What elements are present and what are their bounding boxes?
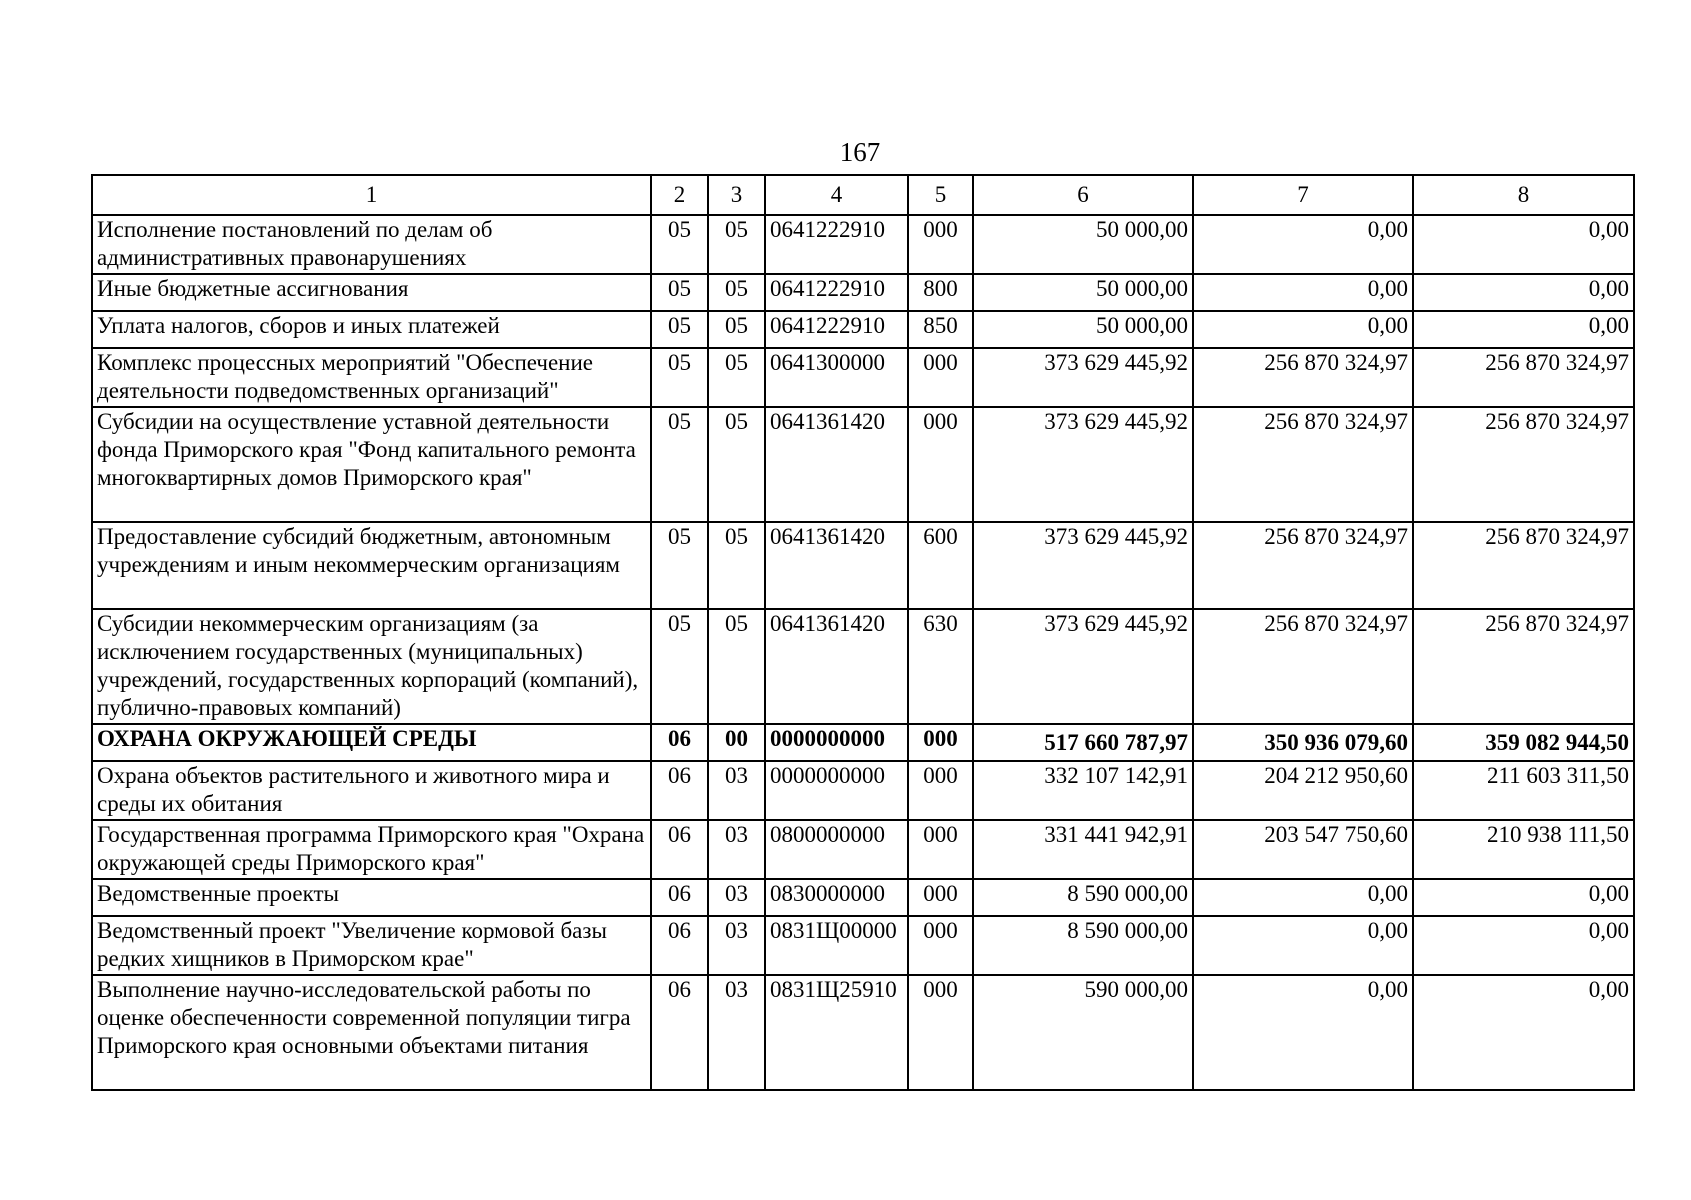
row-name: Субсидии на осуществление уставной деятельности фонда Приморского края "Фонд капитального ремонта многоквартирных домов Приморского края" (92, 407, 651, 522)
row-expense-type: 000 (908, 215, 973, 274)
row-subsection-code: 05 (708, 609, 765, 724)
row-amount-2: 256 870 324,97 (1193, 522, 1413, 609)
page-number: 167 (839, 137, 881, 167)
row-section-code: 05 (651, 274, 708, 311)
row-name: Комплекс процессных мероприятий "Обеспечение деятельности подведомственных организаций" (92, 348, 651, 407)
row-name: Выполнение научно-исследовательской работы по оценке обеспеченности современной популяции тигра Приморского края основными объектами питания (92, 975, 651, 1090)
row-name: Субсидии некоммерческим организациям (за исключением государственных (муниципальных) учреждений, государственных корпораций (компаний), публично-правовых компаний) (92, 609, 651, 724)
row-amount-3: 0,00 (1413, 879, 1634, 916)
row-expense-type: 000 (908, 975, 973, 1090)
row-amount-1: 331 441 942,91 (973, 820, 1193, 879)
header-cell: 1 (92, 175, 651, 215)
row-expense-type: 800 (908, 274, 973, 311)
row-amount-2: 203 547 750,60 (1193, 820, 1413, 879)
row-target-article: 0641222910 (765, 311, 908, 348)
row-amount-3: 0,00 (1413, 916, 1634, 975)
header-cell: 5 (908, 175, 973, 215)
row-target-article: 0831Щ00000 (765, 916, 908, 975)
row-section-code: 05 (651, 522, 708, 609)
row-subsection-code: 05 (708, 522, 765, 609)
row-amount-3: 256 870 324,97 (1413, 522, 1634, 609)
row-section-code: 06 (651, 879, 708, 916)
row-expense-type: 000 (908, 761, 973, 820)
row-section-code: 05 (651, 215, 708, 274)
row-target-article: 0641300000 (765, 348, 908, 407)
row-section-code: 05 (651, 348, 708, 407)
row-expense-type: 000 (908, 348, 973, 407)
header-cell: 6 (973, 175, 1193, 215)
row-subsection-code: 05 (708, 348, 765, 407)
row-target-article: 0800000000 (765, 820, 908, 879)
row-target-article: 0641222910 (765, 215, 908, 274)
row-amount-3: 210 938 111,50 (1413, 820, 1634, 879)
row-section-code: 06 (651, 975, 708, 1090)
table-row (92, 274, 1634, 311)
row-expense-type: 850 (908, 311, 973, 348)
row-name: Государственная программа Приморского края "Охрана окружающей среды Приморского края" (92, 820, 651, 879)
row-amount-2: 0,00 (1193, 274, 1413, 311)
row-name: Ведомственные проекты (92, 879, 651, 916)
row-section-code: 06 (651, 820, 708, 879)
row-amount-3: 359 082 944,50 (1413, 724, 1634, 761)
row-expense-type: 000 (908, 407, 973, 522)
row-expense-type: 000 (908, 820, 973, 879)
row-amount-3: 0,00 (1413, 215, 1634, 274)
header-cell: 3 (708, 175, 765, 215)
row-expense-type: 630 (908, 609, 973, 724)
row-expense-type: 000 (908, 879, 973, 916)
row-target-article: 0830000000 (765, 879, 908, 916)
row-target-article: 0831Щ25910 (765, 975, 908, 1090)
row-amount-3: 0,00 (1413, 975, 1634, 1090)
row-amount-2: 256 870 324,97 (1193, 609, 1413, 724)
row-target-article: 0641361420 (765, 609, 908, 724)
row-amount-1: 50 000,00 (973, 311, 1193, 348)
row-subsection-code: 05 (708, 311, 765, 348)
row-subsection-code: 03 (708, 975, 765, 1090)
header-cell: 7 (1193, 175, 1413, 215)
row-amount-1: 50 000,00 (973, 215, 1193, 274)
table-row (92, 761, 1634, 820)
budget-table (91, 174, 1635, 1091)
row-amount-2: 350 936 079,60 (1193, 724, 1413, 761)
row-amount-2: 0,00 (1193, 311, 1413, 348)
header-cell: 4 (765, 175, 908, 215)
row-section-code: 06 (651, 916, 708, 975)
row-name: Уплата налогов, сборов и иных платежей (92, 311, 651, 348)
row-amount-1: 8 590 000,00 (973, 916, 1193, 975)
row-amount-3: 0,00 (1413, 274, 1634, 311)
table-row (92, 879, 1634, 916)
row-section-code: 05 (651, 311, 708, 348)
row-expense-type: 000 (908, 724, 973, 761)
row-section-code: 05 (651, 609, 708, 724)
row-amount-1: 373 629 445,92 (973, 407, 1193, 522)
row-amount-3: 211 603 311,50 (1413, 761, 1634, 820)
row-section-code: 05 (651, 407, 708, 522)
row-amount-2: 0,00 (1193, 215, 1413, 274)
table-row (92, 348, 1634, 407)
table-row (92, 609, 1634, 724)
row-target-article: 0641361420 (765, 522, 908, 609)
row-amount-1: 590 000,00 (973, 975, 1193, 1090)
row-subsection-code: 00 (708, 724, 765, 761)
row-name: Ведомственный проект "Увеличение кормовой базы редких хищников в Приморском крае" (92, 916, 651, 975)
table-header-row (92, 175, 1634, 215)
row-amount-3: 256 870 324,97 (1413, 609, 1634, 724)
row-amount-1: 8 590 000,00 (973, 879, 1193, 916)
row-target-article: 0641222910 (765, 274, 908, 311)
table-row (92, 215, 1634, 274)
row-amount-2: 0,00 (1193, 916, 1413, 975)
table-row (92, 522, 1634, 609)
row-amount-2: 256 870 324,97 (1193, 348, 1413, 407)
header-cell: 8 (1413, 175, 1634, 215)
row-amount-2: 204 212 950,60 (1193, 761, 1413, 820)
row-amount-2: 0,00 (1193, 975, 1413, 1090)
row-subsection-code: 03 (708, 916, 765, 975)
header-cell: 2 (651, 175, 708, 215)
table-row (92, 311, 1634, 348)
row-subsection-code: 05 (708, 407, 765, 522)
row-amount-1: 373 629 445,92 (973, 348, 1193, 407)
row-expense-type: 600 (908, 522, 973, 609)
row-amount-1: 373 629 445,92 (973, 522, 1193, 609)
row-amount-2: 0,00 (1193, 879, 1413, 916)
row-target-article: 0641361420 (765, 407, 908, 522)
row-name: Иные бюджетные ассигнования (92, 274, 651, 311)
table-row (92, 975, 1634, 1090)
row-amount-1: 373 629 445,92 (973, 609, 1193, 724)
row-section-code: 06 (651, 761, 708, 820)
table-row (92, 407, 1634, 522)
row-subsection-code: 03 (708, 820, 765, 879)
row-name: Предоставление субсидий бюджетным, автономным учреждениям и иным некоммерческим организациям (92, 522, 651, 609)
row-subsection-code: 05 (708, 274, 765, 311)
table-row (92, 820, 1634, 879)
row-subsection-code: 05 (708, 215, 765, 274)
row-amount-3: 256 870 324,97 (1413, 407, 1634, 522)
row-subsection-code: 03 (708, 879, 765, 916)
row-subsection-code: 03 (708, 761, 765, 820)
row-amount-3: 256 870 324,97 (1413, 348, 1634, 407)
row-target-article: 0000000000 (765, 724, 908, 761)
row-expense-type: 000 (908, 916, 973, 975)
table-row-section-total (92, 724, 1634, 761)
row-name: ОХРАНА ОКРУЖАЮЩЕЙ СРЕДЫ (92, 724, 651, 761)
row-amount-1: 332 107 142,91 (973, 761, 1193, 820)
row-name: Исполнение постановлений по делам об административных правонарушениях (92, 215, 651, 274)
row-name: Охрана объектов растительного и животного мира и среды их обитания (92, 761, 651, 820)
row-amount-3: 0,00 (1413, 311, 1634, 348)
table-row (92, 916, 1634, 975)
row-amount-1: 50 000,00 (973, 274, 1193, 311)
row-target-article: 0000000000 (765, 761, 908, 820)
row-amount-2: 256 870 324,97 (1193, 407, 1413, 522)
row-amount-1: 517 660 787,97 (973, 724, 1193, 761)
row-section-code: 06 (651, 724, 708, 761)
